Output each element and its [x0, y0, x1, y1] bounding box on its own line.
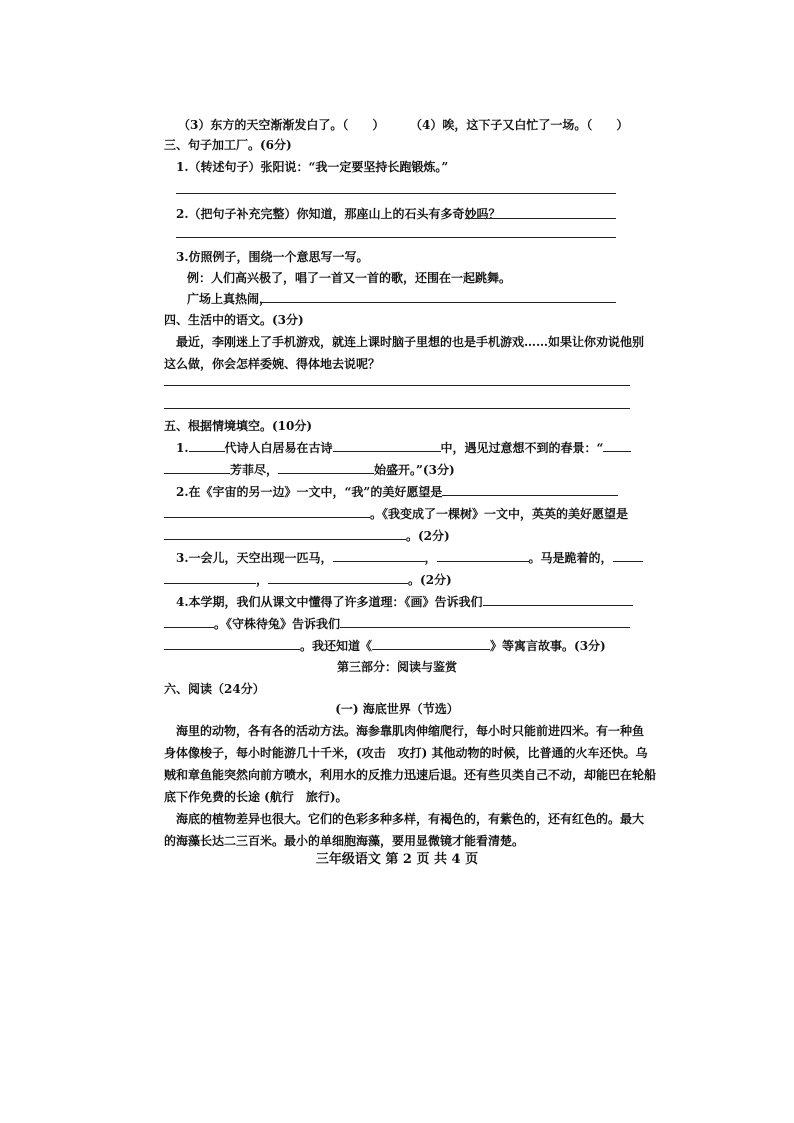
fill-blank[interactable]: [164, 460, 230, 474]
section-5-q4-line-3: [164, 636, 606, 655]
q1-number: 1.: [176, 441, 189, 455]
fill-blank[interactable]: [442, 482, 618, 496]
answer-line: [176, 237, 616, 238]
section-3-q2: 2.（把句子补充完整）你知道，那座山上的石头有多奇妙吗？: [176, 207, 501, 221]
fill-blank[interactable]: [613, 548, 643, 562]
q3-text-c: 。马是跪着的，: [528, 551, 613, 565]
section-5-title: 五、根据情境填空。(10分): [164, 419, 313, 433]
part-3-title: 第三部分：阅读与鉴赏: [336, 660, 457, 674]
q2-text-b: 。《我变成了一棵树》一文中，英英的美好愿望是: [370, 507, 629, 521]
passage-p1-line-1: 海里的动物，各有各的活动方法。海参靠肌肉伸缩爬行，每小时只能前进四米。有一种鱼: [176, 724, 645, 738]
q4-text-d: 》等寓言故事。(3分): [490, 639, 606, 653]
section-5-q1-line-1: [176, 438, 631, 457]
answer-line: [466, 218, 616, 219]
passage-p1-line-2: 身体像梭子，每小时能游几十千米，(攻击 攻打) 其他动物的时候，比普通的火车还快。乌: [164, 746, 648, 760]
fill-blank[interactable]: [483, 592, 633, 606]
q1-text-b: 代诗人白居易在古诗: [224, 441, 333, 455]
section-5-q4-line-2: [164, 614, 630, 633]
passage-title: (一) 海底世界（节选）: [335, 702, 459, 716]
fill-blank[interactable]: [340, 614, 630, 628]
section-3-q3: 3.仿照例子，围绕一个意思写一写。: [176, 250, 369, 264]
fill-blank[interactable]: [333, 548, 425, 562]
fill-blank[interactable]: [164, 614, 214, 628]
section-3-q3-prompt: 广场上真热闹，: [187, 292, 272, 306]
fill-blank[interactable]: [437, 548, 529, 562]
fill-blank[interactable]: [164, 526, 406, 540]
fill-blank[interactable]: [603, 438, 631, 452]
section-5-q3-line-1: [176, 548, 643, 567]
q4-text-a: 4.本学期，我们从课文中懂得了许多道理：《画》告诉我们: [176, 595, 483, 609]
section-6-title: 六、阅读（24分）: [164, 682, 265, 696]
fill-blank[interactable]: [268, 570, 408, 584]
section-5-q2-line-3: [164, 526, 450, 545]
answer-line: [164, 385, 630, 386]
q3-text-d: ，: [256, 573, 269, 587]
passage-p2-line-1: 海底的植物差异也很大。它们的色彩多种多样，有褐色的，有紫色的，还有红色的。最大: [176, 812, 645, 826]
fill-blank[interactable]: [189, 438, 225, 452]
fill-blank[interactable]: [164, 570, 256, 584]
fill-blank[interactable]: [278, 460, 374, 474]
fill-blank[interactable]: [164, 504, 370, 518]
section-5-q2-line-1: [176, 482, 618, 501]
item-4: （4）唉，这下子又白忙了一场。（ ）: [410, 118, 629, 132]
section-3-q3-example: 例：人们高兴极了，唱了一首又一首的歌，还围在一起跳舞。: [187, 271, 512, 285]
q4-text-b: 。《守株待兔》告诉我们: [214, 617, 341, 631]
q3-text-e: 。(2分): [408, 573, 452, 587]
section-5-q4-line-1: [176, 592, 633, 611]
section-4-para-line-2: 这么做，你会怎样委婉、得体地去说呢？: [164, 357, 381, 371]
q4-text-c: 。我还知道《: [300, 639, 373, 653]
section-3-title: 三、句子加工厂。(6分): [164, 138, 292, 152]
section-4-title: 四、生活中的语文。(3分): [164, 313, 304, 327]
answer-line: [176, 193, 616, 194]
fill-blank[interactable]: [164, 636, 300, 650]
q2-text-c: 。(2分): [406, 529, 450, 543]
section-5-q3-line-2: [164, 570, 452, 589]
q1-text-c: 中，遇见过意想不到的春景：“: [440, 441, 604, 455]
q1-text-d: 芳菲尽，: [230, 463, 279, 477]
page-footer: 三年级语文 第 2 页 共 4 页: [315, 852, 479, 867]
section-5-q2-line-2: [164, 504, 628, 523]
fill-blank[interactable]: [333, 438, 441, 452]
q2-text-a: 2.在《宇宙的另一边》一文中，“我”的美好愿望是: [176, 485, 443, 499]
item-3: （3）东方的天空渐渐发白了。（ ）: [178, 118, 385, 132]
q3-text-b: ，: [424, 551, 437, 565]
fill-blank[interactable]: [372, 636, 490, 650]
passage-p2-line-2: 的海藻长达二三百米。最小的单细胞海藻，要用显微镜才能看清楚。: [164, 834, 525, 848]
answer-line: [262, 302, 616, 303]
section-4-para-line-1: 最近，李刚迷上了手机游戏，就连上课时脑子里想的也是手机游戏……如果让你劝说他别: [176, 335, 645, 349]
answer-line: [164, 408, 630, 409]
q3-text-a: 3.一会儿，天空出现一匹马，: [176, 551, 333, 565]
passage-p1-line-4: 底下作免费的长途 (航行 旅行)。: [164, 790, 348, 804]
passage-p1-line-3: 贼和章鱼能突然向前方喷水，利用水的反推力迅速后退。还有些贝类自己不动，却能巴在轮船: [164, 768, 657, 782]
q1-text-e: 始盛开。”(3分): [374, 463, 455, 477]
section-3-q1: 1.（转述句子）张阳说：“我一定要坚持长跑锻炼。”: [176, 160, 449, 174]
section-5-q1-line-2: [164, 460, 455, 479]
